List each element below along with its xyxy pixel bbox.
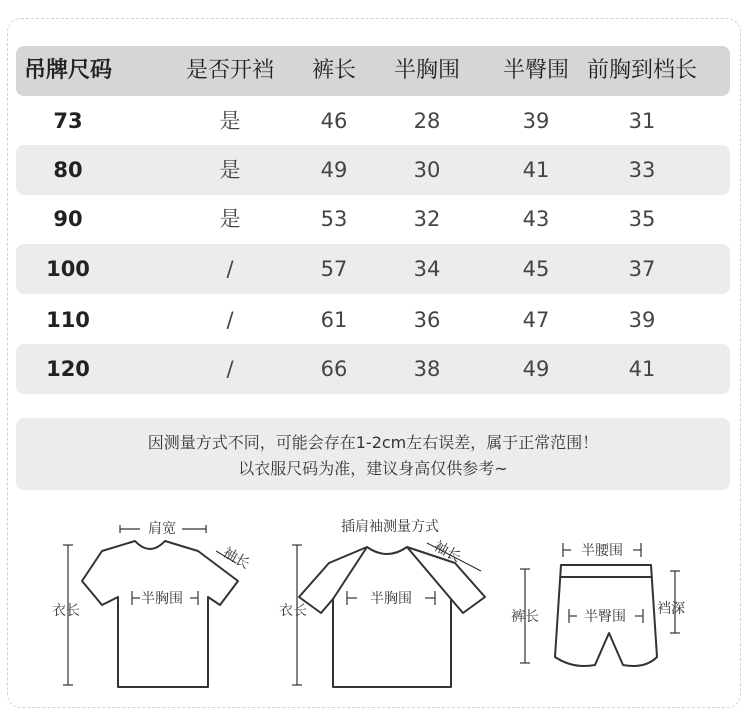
- cell-pants-length: 46: [320, 109, 348, 133]
- tshirt-chest-label: 半胸围: [141, 591, 183, 607]
- table-row: [16, 145, 730, 195]
- table-row: [16, 244, 730, 294]
- tshirt-sleeve-label: 袖长: [220, 544, 253, 573]
- raglan-diagram: [275, 505, 505, 695]
- cell-size: 73: [53, 109, 83, 133]
- cell-chest-to-crotch: 31: [628, 109, 656, 133]
- cell-half-hip: 41: [522, 158, 550, 182]
- cell-pants-length: 49: [320, 158, 348, 182]
- tshirt-diagram: [40, 505, 260, 695]
- cell-half-chest: 34: [413, 257, 441, 281]
- cell-chest-to-crotch: 37: [628, 257, 656, 281]
- cell-half-hip: 49: [522, 357, 550, 381]
- cell-pants-length: 57: [320, 257, 348, 281]
- tshirt-length-label: 衣长: [52, 603, 80, 619]
- header-pants-length: 裤长: [311, 58, 356, 83]
- shorts-hip-label: 半臀围: [584, 609, 626, 625]
- cell-half-hip: 45: [522, 257, 550, 281]
- cell-half-hip: 47: [522, 308, 550, 332]
- cell-size: 120: [46, 357, 90, 381]
- cell-half-chest: 30: [413, 158, 441, 182]
- raglan-title: 插肩袖测量方式: [341, 519, 439, 535]
- cell-chest-to-crotch: 39: [628, 308, 656, 332]
- raglan-outline: [299, 547, 485, 687]
- cell-half-chest: 38: [413, 357, 441, 381]
- cell-size: 80: [53, 158, 83, 182]
- cell-pants-length: 61: [320, 308, 348, 332]
- cell-half-chest: 36: [413, 308, 441, 332]
- shorts-length-label: 裤长: [511, 609, 539, 625]
- cell-pants-length: 66: [320, 357, 348, 381]
- cell-chest-to-crotch: 41: [628, 357, 656, 381]
- cell-size: 100: [46, 257, 90, 281]
- cell-pants-length: 53: [320, 207, 348, 231]
- measurement-note: [16, 418, 730, 490]
- cell-open-crotch: /: [226, 357, 234, 381]
- size-table-header: [16, 46, 730, 96]
- cell-size: 110: [46, 308, 90, 332]
- table-row: [16, 194, 730, 244]
- cell-open-crotch: 是: [219, 207, 241, 231]
- shorts-diagram: [505, 505, 705, 695]
- cell-open-crotch: /: [226, 257, 234, 281]
- note-line-1: 因测量方式不同，可能会存在1-2cm左右误差，属于正常范围！: [147, 433, 599, 452]
- header-tag-size: 吊牌尺码: [23, 58, 112, 83]
- tshirt-outline: [82, 541, 238, 687]
- raglan-length-label: 衣长: [279, 603, 307, 619]
- table-row: [16, 295, 730, 345]
- tshirt-shoulder-label: 肩宽: [148, 521, 176, 537]
- cell-open-crotch: /: [226, 308, 234, 332]
- cell-open-crotch: 是: [219, 109, 241, 133]
- header-open-crotch: 是否开裆: [185, 58, 274, 83]
- cell-half-hip: 43: [522, 207, 550, 231]
- table-row: [16, 96, 730, 146]
- cell-chest-to-crotch: 35: [628, 207, 656, 231]
- raglan-chest-label: 半胸围: [370, 591, 412, 607]
- table-row: [16, 344, 730, 394]
- raglan-sleeve-label: 袖长: [431, 538, 464, 566]
- shorts-waist-label: 半腰围: [581, 543, 623, 559]
- cell-chest-to-crotch: 33: [628, 158, 656, 182]
- header-half-hip: 半臀围: [502, 58, 569, 83]
- cell-open-crotch: 是: [219, 158, 241, 182]
- header-half-chest: 半胸围: [393, 58, 460, 83]
- shorts-rise-label: 裆深: [657, 601, 685, 617]
- cell-half-hip: 39: [522, 109, 550, 133]
- header-chest-to-crotch: 前胸到档长: [586, 58, 697, 83]
- cell-half-chest: 32: [413, 207, 441, 231]
- note-line-2: 以衣服尺码为准，建议身高仅供参考~: [238, 459, 508, 478]
- cell-size: 90: [53, 207, 83, 231]
- cell-half-chest: 28: [413, 109, 441, 133]
